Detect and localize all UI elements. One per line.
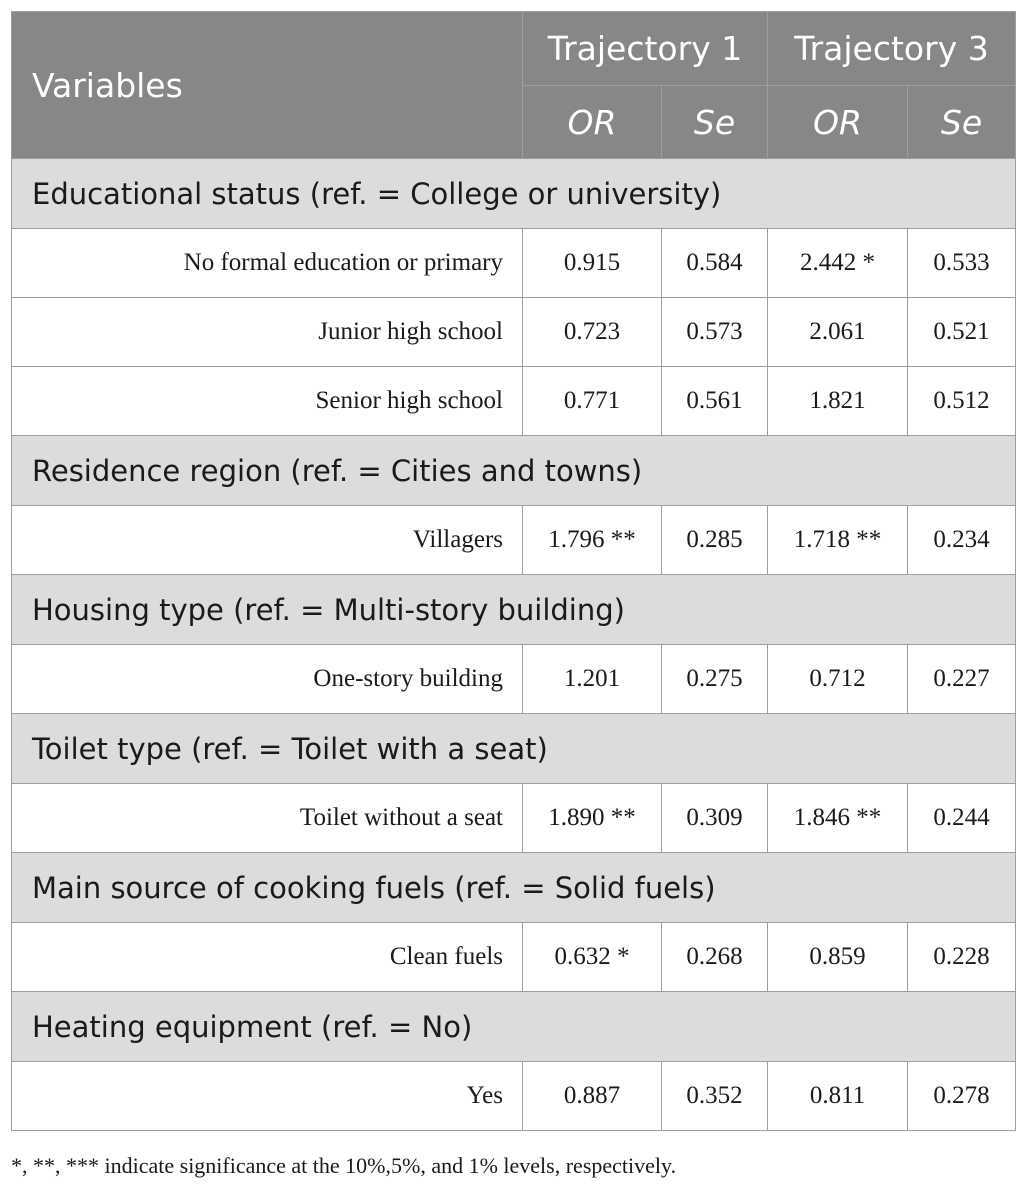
or-trajectory-1: 0.723 xyxy=(523,298,662,367)
section-row xyxy=(12,714,1016,784)
table-row xyxy=(12,506,1016,575)
or-trajectory-3: 0.811 xyxy=(768,1062,908,1131)
row-label: Clean fuels xyxy=(12,923,523,992)
se-trajectory-1: 0.561 xyxy=(662,367,768,436)
or-trajectory-3: 1.821 xyxy=(768,367,908,436)
table-row xyxy=(12,298,1016,367)
se-trajectory-1: 0.268 xyxy=(662,923,768,992)
se-trajectory-1: 0.285 xyxy=(662,506,768,575)
table-row xyxy=(12,367,1016,436)
or-trajectory-3: 0.859 xyxy=(768,923,908,992)
or-trajectory-3: 0.712 xyxy=(768,645,908,714)
or-trajectory-3: 1.846 ** xyxy=(768,784,908,853)
or-trajectory-1: 1.201 xyxy=(523,645,662,714)
se-trajectory-3: 0.234 xyxy=(908,506,1016,575)
se-trajectory-3: 0.278 xyxy=(908,1062,1016,1131)
row-label: Toilet without a seat xyxy=(12,784,523,853)
row-label: Junior high school xyxy=(12,298,523,367)
or-trajectory-3: 2.442 * xyxy=(768,229,908,298)
or-trajectory-1: 0.915 xyxy=(523,229,662,298)
section-row xyxy=(12,575,1016,645)
header-row-1 xyxy=(12,12,1016,86)
row-label: Villagers xyxy=(12,506,523,575)
trajectory-1-header: Trajectory 1 xyxy=(523,12,768,86)
table-row xyxy=(12,645,1016,714)
section-title: Housing type (ref. = Multi-story building) xyxy=(12,575,1016,645)
row-label: One-story building xyxy=(12,645,523,714)
row-label: Yes xyxy=(12,1062,523,1131)
se-trajectory-3: 0.227 xyxy=(908,645,1016,714)
se-trajectory-3: 0.512 xyxy=(908,367,1016,436)
or-trajectory-1: 0.632 * xyxy=(523,923,662,992)
se-trajectory-1: 0.275 xyxy=(662,645,768,714)
section-row xyxy=(12,992,1016,1062)
se-trajectory-3: 0.533 xyxy=(908,229,1016,298)
table-row xyxy=(12,1062,1016,1131)
se-trajectory-3: 0.228 xyxy=(908,923,1016,992)
or-trajectory-1: 0.887 xyxy=(523,1062,662,1131)
trajectory-3-header: Trajectory 3 xyxy=(768,12,1016,86)
or-trajectory-1: 1.796 ** xyxy=(523,506,662,575)
results-table xyxy=(11,11,1016,1131)
row-label: No formal education or primary xyxy=(12,229,523,298)
se-header-1: Se xyxy=(662,86,768,159)
or-header-1: OR xyxy=(523,86,662,159)
section-title: Heating equipment (ref. = No) xyxy=(12,992,1016,1062)
section-title: Educational status (ref. = College or university) xyxy=(12,159,1016,229)
footnote: *, **, *** indicate significance at the 10%,5%, and 1% levels, respectively. xyxy=(11,1153,677,1178)
se-trajectory-3: 0.521 xyxy=(908,298,1016,367)
section-title: Main source of cooking fuels (ref. = Solid fuels) xyxy=(12,853,1016,923)
variables-header: Variables xyxy=(12,12,523,159)
table-row xyxy=(12,784,1016,853)
table-row xyxy=(12,229,1016,298)
or-header-3: OR xyxy=(768,86,908,159)
section-row xyxy=(12,436,1016,506)
section-title: Residence region (ref. = Cities and towns) xyxy=(12,436,1016,506)
se-trajectory-1: 0.584 xyxy=(662,229,768,298)
table-row xyxy=(12,923,1016,992)
section-title: Toilet type (ref. = Toilet with a seat) xyxy=(12,714,1016,784)
section-row xyxy=(12,159,1016,229)
row-label: Senior high school xyxy=(12,367,523,436)
se-trajectory-1: 0.573 xyxy=(662,298,768,367)
or-trajectory-1: 1.890 ** xyxy=(523,784,662,853)
section-row xyxy=(12,853,1016,923)
or-trajectory-3: 1.718 ** xyxy=(768,506,908,575)
or-trajectory-3: 2.061 xyxy=(768,298,908,367)
se-header-3: Se xyxy=(908,86,1016,159)
or-trajectory-1: 0.771 xyxy=(523,367,662,436)
se-trajectory-3: 0.244 xyxy=(908,784,1016,853)
se-trajectory-1: 0.309 xyxy=(662,784,768,853)
se-trajectory-1: 0.352 xyxy=(662,1062,768,1131)
